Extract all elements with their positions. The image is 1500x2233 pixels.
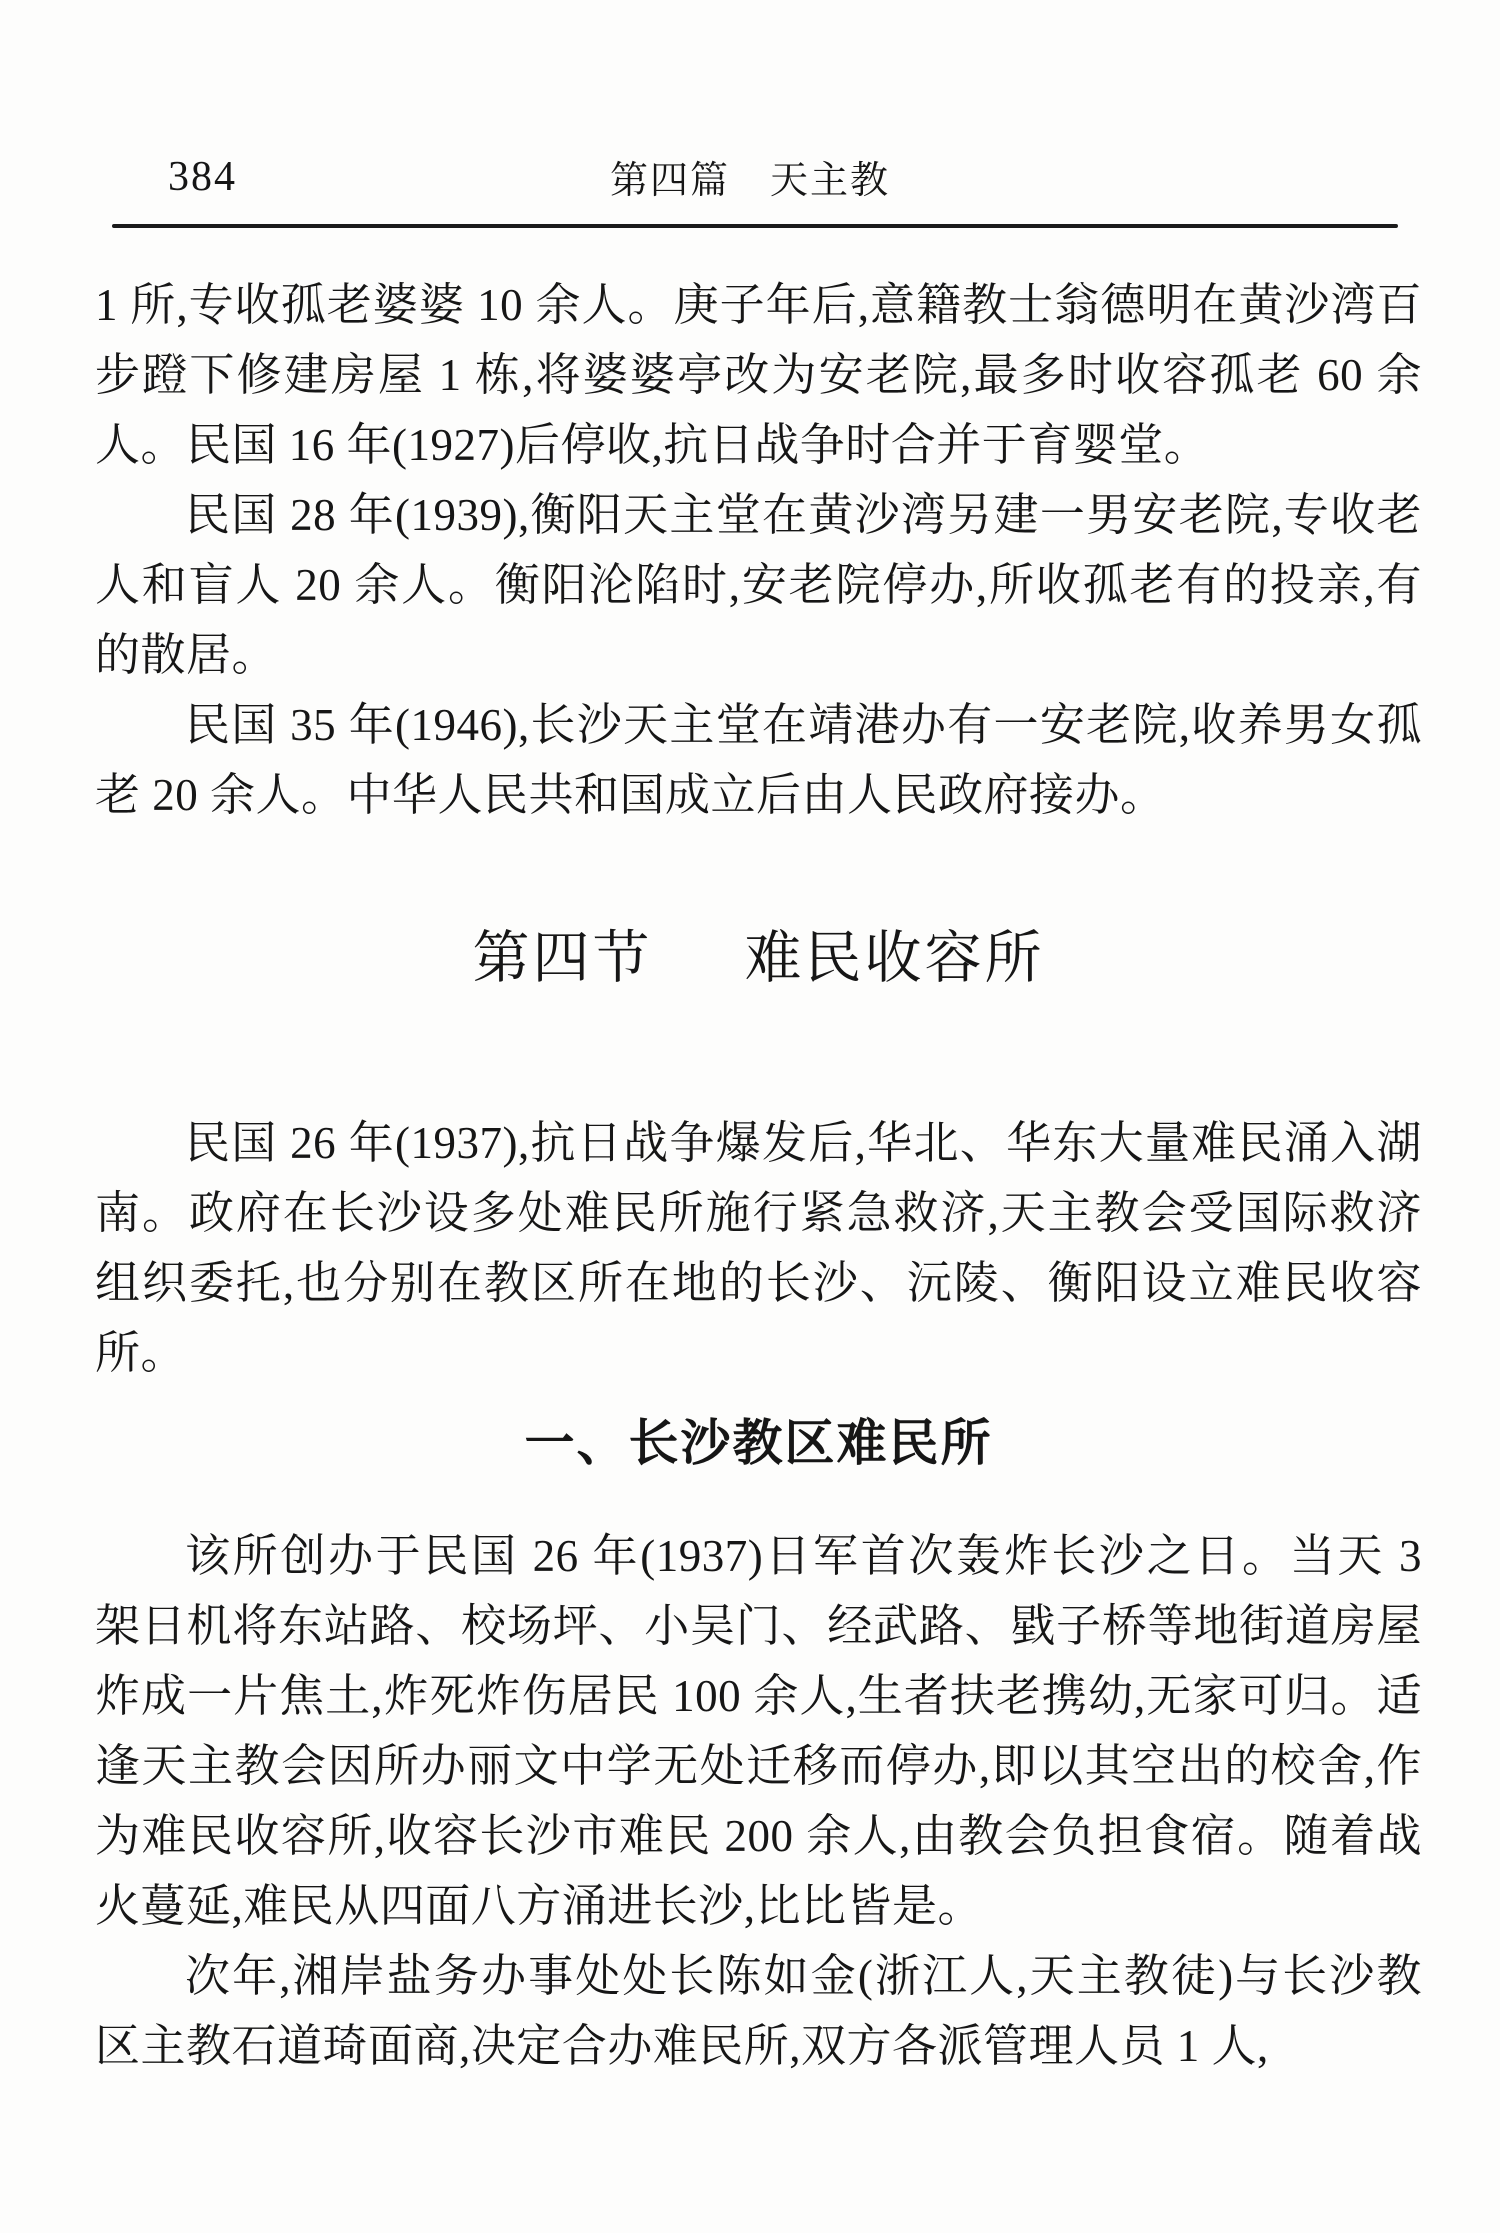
header-rule <box>112 224 1398 228</box>
section-heading <box>95 927 1422 990</box>
page-header <box>0 0 1500 200</box>
paragraph: 民国 26 年(1937),抗日战争爆发后,华北、华东大量难民涌入湖南。政府在长沙设多处难民所施行紧急救济,天主教会受国际救济组织委托,也分别在教区所在地的长沙、沅陵、衡阳设立难民收容所。 <box>95 1118 1422 1378</box>
page-body <box>95 270 1422 2081</box>
paragraph: 该所创办于民国 26 年(1937)日军首次轰炸长沙之日。当天 3 架日机将东站路、校场坪、小吴门、经武路、戥子桥等地街道房屋炸成一片焦土,炸死炸伤居民 100 余人,生者扶老携幼,无家可归。适逢天主教会因所办丽文中学无处迁移而停办,即以其空出的校舍,作为难民收容所,收容长沙市难民 200 余人,由教会负担食宿。随着战火蔓延,难民从四面八方涌进长沙,比比皆是。 <box>95 1531 1422 1931</box>
subsection-heading: 一、长沙教区难民所 <box>524 1415 993 1471</box>
section-heading-number: 第四节 <box>472 927 653 990</box>
paragraph: 民国 35 年(1946),长沙天主堂在靖港办有一安老院,收养男女孤老 20 余人。中华人民共和国成立后由人民政府接办。 <box>95 700 1422 820</box>
paragraph: 民国 28 年(1939),衡阳天主堂在黄沙湾另建一男安老院,专收老人和盲人 20 余人。衡阳沦陷时,安老院停办,所收孤老有的投亲,有的散居。 <box>95 490 1422 680</box>
page-number: 384 <box>168 154 237 200</box>
section-heading-title: 难民收容所 <box>744 927 1045 990</box>
paragraph: 次年,湘岸盐务办事处处长陈如金(浙江人,天主教徒)与长沙教区主教石道琦面商,决定合办难民所,双方各派管理人员 1 人, <box>95 1951 1422 2071</box>
running-title: 第四篇 天主教 <box>609 160 890 202</box>
paragraph-continuation: 1 所,专收孤老婆婆 10 余人。庚子年后,意籍教士翁德明在黄沙湾百步蹬下修建房屋 1 栋,将婆婆亭改为安老院,最多时收容孤老 60 余人。民国 16 年(1927)后停收,抗日战争时合并于育婴堂。 <box>95 280 1422 470</box>
